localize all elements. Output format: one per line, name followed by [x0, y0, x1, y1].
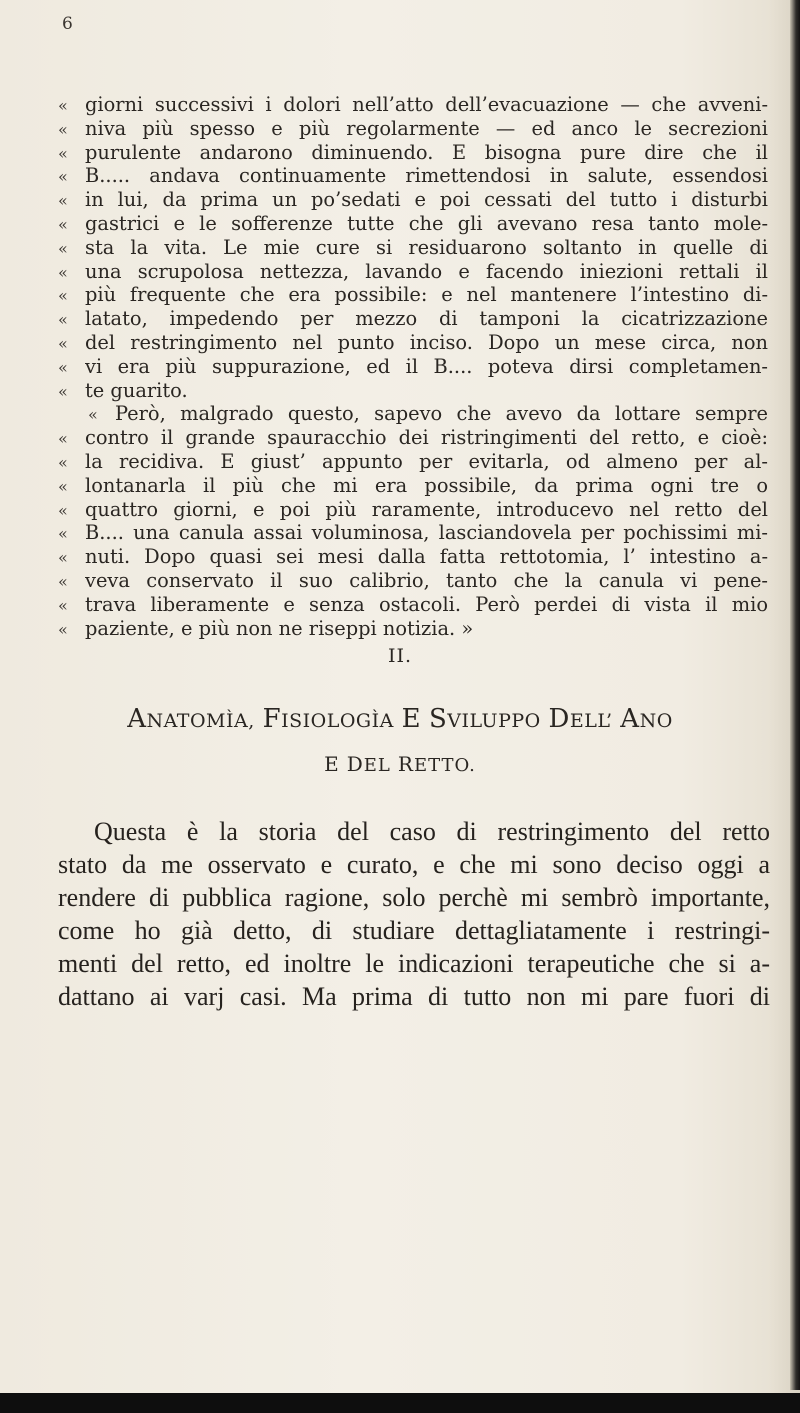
quote-mark: «	[58, 381, 68, 401]
page-edge-shadow	[790, 0, 800, 1390]
quote-line	[58, 260, 768, 284]
quote-line	[58, 498, 768, 522]
quote-line	[58, 593, 768, 617]
quote-line-text: niva più spesso e più regolarmente — ed anco le secrezioni	[85, 116, 768, 140]
quote-mark: «	[58, 191, 68, 211]
quote-line	[58, 93, 768, 117]
quote-mark: «	[58, 238, 68, 258]
quote-mark: «	[58, 96, 68, 115]
quote-line	[58, 212, 768, 236]
quote-line	[58, 379, 768, 403]
quote-line	[58, 450, 768, 474]
quote-line-text: veva conservato il suo calibrio, tanto che la canula vi pene-	[85, 568, 768, 592]
quote-line	[58, 283, 768, 307]
quote-mark: «	[58, 310, 68, 330]
quote-mark: «	[58, 143, 68, 163]
quote-line	[58, 307, 768, 331]
quote-line	[58, 355, 768, 379]
quote-line-text: gastrici e le sofferenze tutte che gli avevano resa tanto mole-	[85, 211, 768, 235]
quote-line-text: sta la vita. Le mie cure si residuarono soltanto in quelle di	[85, 235, 768, 259]
quote-line-text: Però, malgrado questo, sapevo che avevo da lottare sempre	[115, 402, 768, 426]
quote-line	[58, 426, 768, 450]
quote-line	[58, 331, 768, 355]
scan-bottom-border	[0, 1393, 800, 1413]
quote-mark: «	[58, 524, 68, 544]
quote-line	[58, 545, 768, 569]
quote-mark: «	[58, 571, 68, 591]
body-line: menti del retto, ed inoltre le indicazioni terapeutiche che si a-	[58, 949, 770, 978]
quote-line-text: purulente andarono diminuendo. E bisogna pure dire che il	[85, 140, 768, 164]
quoted-passage	[58, 93, 768, 640]
quote-line-text: trava liberamente e senza ostacoli. Però perdei di vista il mio	[85, 592, 768, 616]
quote-mark: «	[58, 595, 68, 615]
quote-mark: «	[58, 548, 68, 568]
quote-line-text: in lui, da prima un po’sedati e poi cessati del tutto i disturbi	[85, 188, 768, 212]
quote-line	[58, 141, 768, 165]
quote-line-text: contro il grande spauracchio dei ristringimenti del retto, e cioè:	[85, 426, 768, 450]
quote-line-text: B.... una canula assai voluminosa, lasciandovela per pochissimi mi-	[85, 521, 768, 545]
quote-mark: «	[58, 619, 68, 639]
quote-line-text: vi era più suppurazione, ed il B.... poteva dirsi completamen-	[85, 354, 768, 378]
section-number: II.	[387, 645, 413, 667]
quote-line	[58, 164, 768, 188]
quote-line-text: la recidiva. E giust’ appunto per evitarla, od almeno per al-	[85, 449, 768, 473]
quote-mark: «	[58, 167, 68, 187]
quote-line	[58, 236, 768, 260]
quote-line-text: te guarito.	[85, 378, 188, 402]
quote-line	[58, 569, 768, 593]
quote-mark: «	[58, 262, 68, 282]
quote-line-text: nuti. Dopo quasi sei mesi dalla fatta rettotomia, l’ intestino a-	[85, 545, 768, 569]
quote-mark: «	[88, 405, 98, 425]
quote-line	[58, 474, 768, 498]
quote-mark: «	[58, 214, 68, 234]
quote-line	[58, 402, 768, 426]
body-line: stato da me osservato e curato, e che mi sono deciso oggi a	[58, 850, 770, 879]
quote-line-text: latato, impedendo per mezzo di tamponi la cicatrizzazione	[85, 307, 768, 331]
body-line: come ho già detto, di studiare dettagliatamente i restringi-	[58, 916, 770, 945]
quote-line-text: quattro giorni, e poi più raramente, introducevo nel retto del	[85, 497, 768, 521]
body-line: Questa è la storia del caso di restringimento del retto	[94, 817, 770, 846]
quote-line-text: più frequente che era possibile: e nel mantenere l’intestino di-	[85, 283, 768, 307]
quote-line	[58, 117, 768, 141]
section-title: ANATOMÌA, FISIOLOGÌA E SVILUPPO DELL’ ANO	[127, 704, 673, 734]
quote-line	[58, 521, 768, 545]
quote-mark: «	[58, 119, 68, 139]
quote-line	[58, 188, 768, 212]
quote-mark: «	[58, 500, 68, 520]
body-line: dattano ai varj casi. Ma prima di tutto non mi pare fuori di	[58, 982, 770, 1011]
quote-mark: «	[58, 452, 68, 472]
quote-mark: «	[58, 476, 68, 496]
page-number: 6	[62, 14, 73, 34]
quote-line-text: giorni successivi i dolori nell’atto dell’evacuazione — che avveni-	[85, 93, 768, 116]
quote-line-text: una scrupolosa nettezza, lavando e facendo iniezioni rettali il	[85, 259, 768, 283]
quote-line-text: paziente, e più non ne riseppi notizia. »	[85, 616, 474, 640]
body-paragraph	[58, 815, 770, 1013]
section-subtitle: E DEL RETTO.	[324, 752, 476, 776]
body-line: rendere di pubblica ragione, solo perchè mi sembrò importante,	[58, 883, 770, 912]
quote-line	[58, 617, 768, 641]
quote-mark: «	[58, 429, 68, 449]
quote-mark: «	[58, 286, 68, 306]
quote-mark: «	[58, 357, 68, 377]
quote-line-text: lontanarla il più che mi era possibile, da prima ogni tre o	[85, 473, 768, 497]
quote-mark: «	[58, 333, 68, 353]
quote-line-text: del restringimento nel punto inciso. Dopo un mese circa, non	[85, 330, 768, 354]
quote-line-text: B..... andava continuamente rimettendosi in salute, essendosi	[85, 164, 768, 188]
